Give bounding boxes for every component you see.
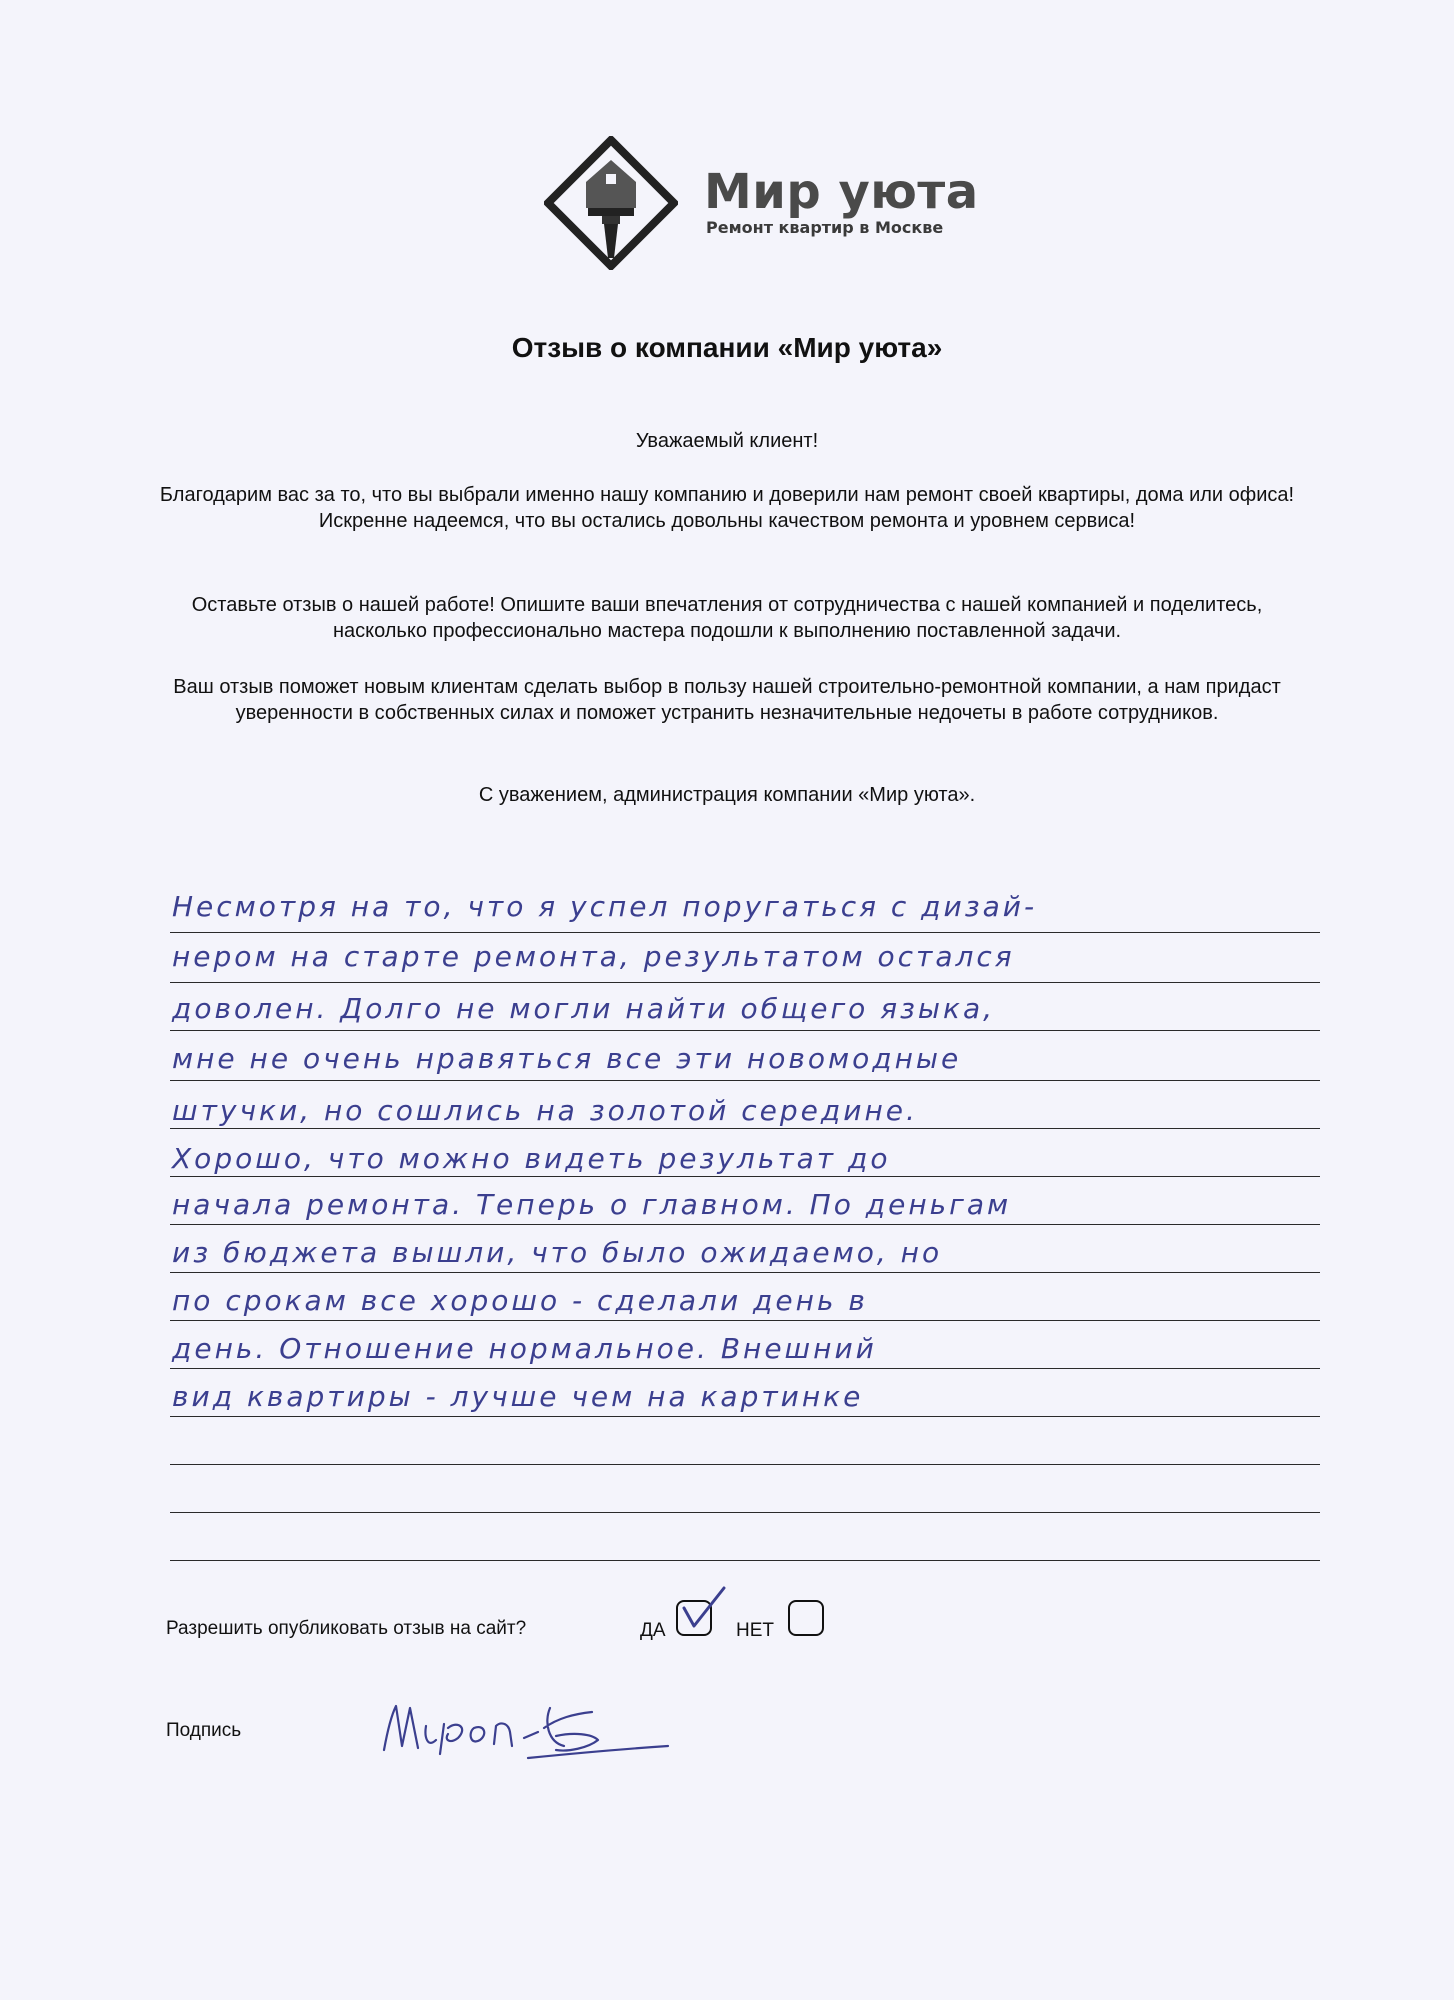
ruled-line bbox=[170, 1560, 1320, 1561]
company-logo bbox=[544, 136, 979, 270]
ruled-line bbox=[170, 1368, 1320, 1369]
review-line: вид квартиры - лучше чем на картинке bbox=[172, 1380, 864, 1413]
intro-paragraph: Благодарим вас за то, что вы выбрали именно нашу компанию и доверили нам ремонт своей квартиры, дома или офиса! Искренне надеемся, что вы остались довольны качеством ремонта и уровнем сервиса! bbox=[159, 484, 1295, 532]
review-line: из бюджета вышли, что было ожидаемо, но bbox=[172, 1236, 943, 1269]
house-brush-logo-icon bbox=[544, 136, 678, 270]
ruled-line bbox=[170, 1272, 1320, 1273]
checkmark-icon bbox=[680, 1586, 740, 1636]
ruled-line bbox=[170, 1320, 1320, 1321]
review-line: нером на старте ремонта, результатом остался bbox=[172, 940, 1015, 973]
ruled-line bbox=[170, 1464, 1320, 1465]
ruled-line bbox=[170, 1128, 1320, 1129]
ruled-line bbox=[170, 932, 1320, 933]
no-checkbox[interactable] bbox=[788, 1600, 824, 1636]
brand-name: Мир уюта bbox=[704, 164, 979, 220]
publish-question: Разрешить опубликовать отзыв на сайт? bbox=[166, 1618, 527, 1639]
ruled-line bbox=[170, 982, 1320, 983]
review-line: по срокам все хорошо - сделали день в bbox=[172, 1284, 868, 1317]
yes-label: ДА bbox=[640, 1620, 666, 1641]
review-line: день. Отношение нормальное. Внешний bbox=[172, 1332, 877, 1365]
review-line: штучки, но сошлись на золотой середине. bbox=[172, 1094, 918, 1127]
ruled-line bbox=[170, 1030, 1320, 1031]
request-paragraph: Оставьте отзыв о нашей работе! Опишите ваши впечатления от сотрудничества с нашей компанией и поделитесь, насколько профессионально мастера подошли к выполнению поставленной задачи. bbox=[191, 594, 1263, 642]
ruled-line bbox=[170, 1224, 1320, 1225]
ruled-line bbox=[170, 1416, 1320, 1417]
review-line: Хорошо, что можно видеть результат до bbox=[172, 1142, 891, 1175]
review-line: доволен. Долго не могли найти общего языка, bbox=[172, 992, 996, 1025]
ruled-line bbox=[170, 1512, 1320, 1513]
review-line: Несмотря на то, что я успел поругаться с дизай- bbox=[172, 890, 1038, 923]
signature-drawing bbox=[378, 1688, 708, 1768]
page-title: Отзыв о компании «Мир уюта» bbox=[511, 332, 943, 363]
signature-label: Подпись bbox=[166, 1720, 242, 1741]
review-line: начала ремонта. Теперь о главном. По деньгам bbox=[172, 1188, 1012, 1221]
brand-tagline: Ремонт квартир в Москве bbox=[706, 218, 944, 237]
benefit-paragraph: Ваш отзыв поможет новым клиентам сделать выбор в пользу нашей строительно-ремонтной компании, а нам придаст уверенности в собственных силах и поможет устранить незначительные недочеты в работе сотрудников. bbox=[173, 676, 1281, 724]
ruled-line bbox=[170, 1176, 1320, 1177]
yes-checkbox[interactable] bbox=[676, 1600, 712, 1636]
closing-line: С уважением, администрация компании «Мир уюта». bbox=[478, 784, 976, 806]
greeting: Уважаемый клиент! bbox=[635, 430, 819, 452]
ruled-line bbox=[170, 1080, 1320, 1081]
review-line: мне не очень нравяться все эти новомодные bbox=[172, 1042, 962, 1075]
no-label: НЕТ bbox=[736, 1620, 774, 1641]
